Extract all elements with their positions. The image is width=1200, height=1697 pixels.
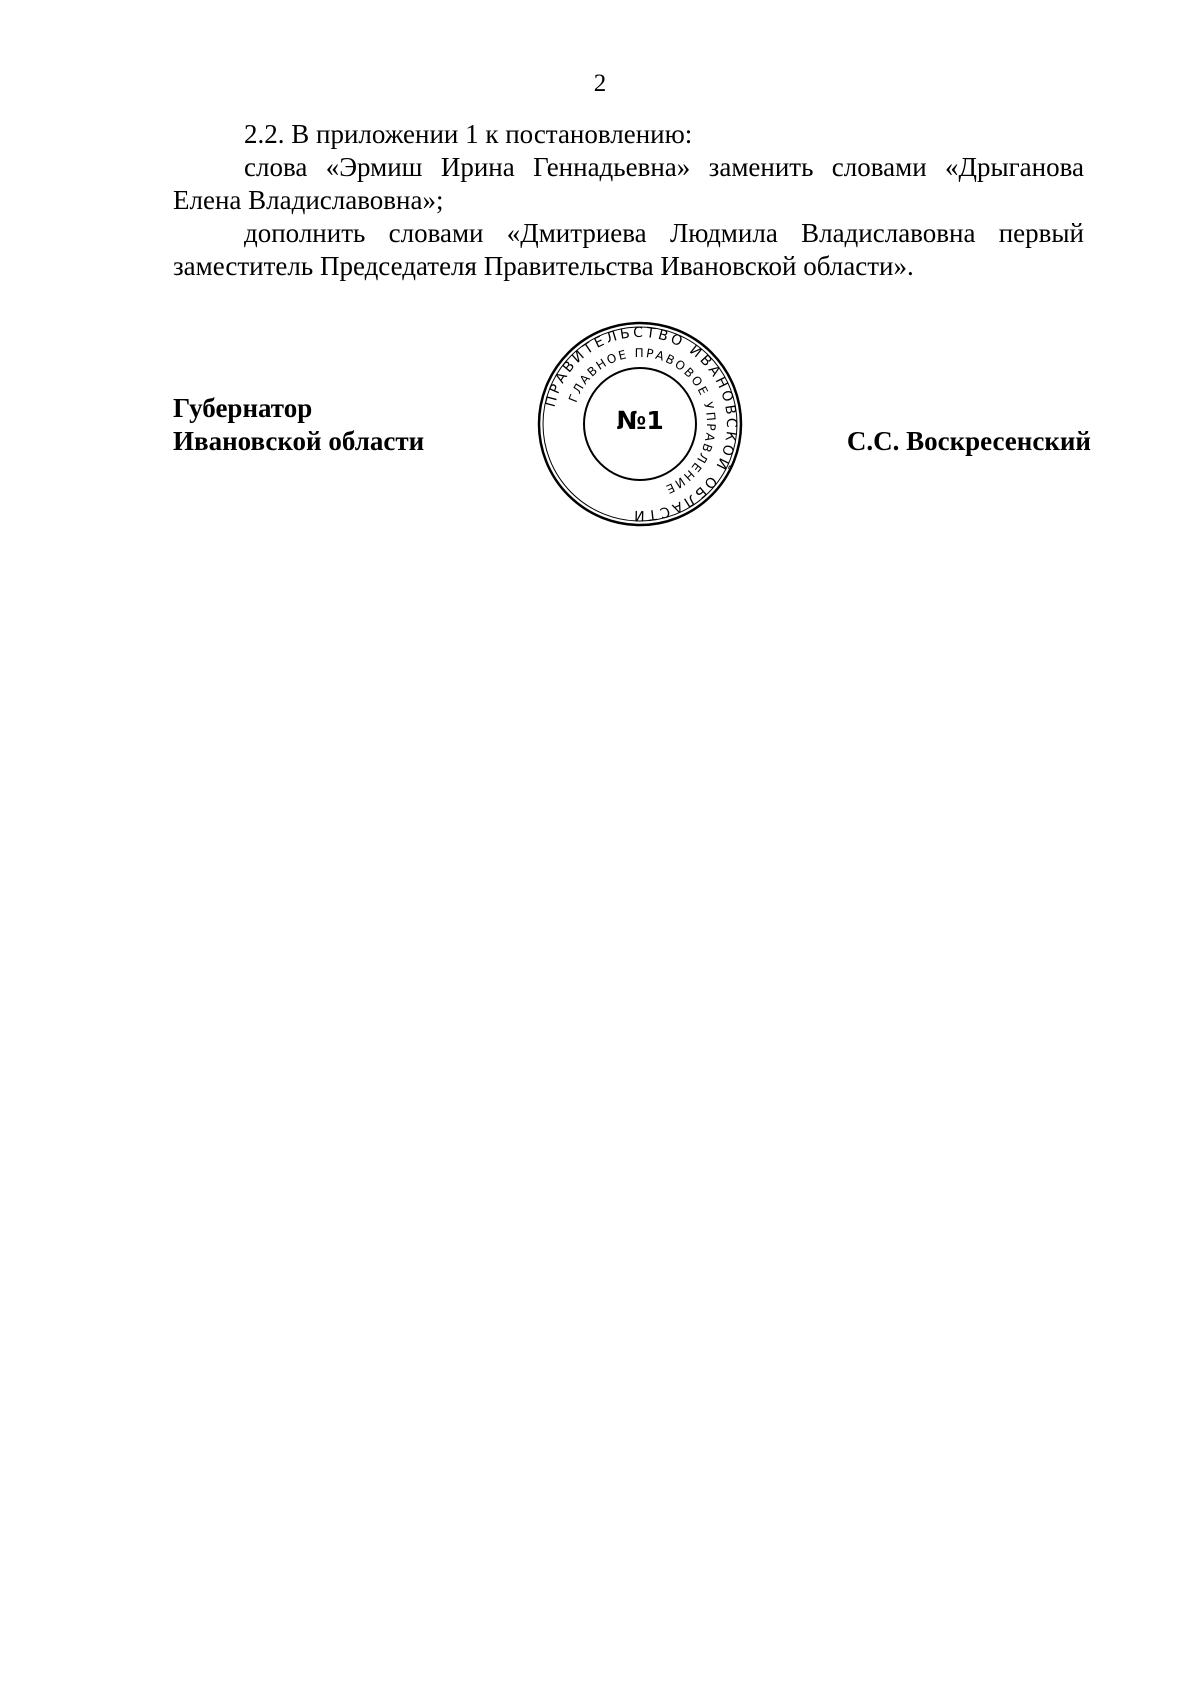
stamp-number: №1 — [616, 406, 664, 435]
document-body — [173, 118, 1084, 283]
paragraph-appendix-heading: 2.2. В приложении 1 к постановлению: — [244, 119, 693, 149]
paragraph-add-words: дополнить словами «Дмитриева Людмила Владиславовна первый заместитель Председателя Правительства Ивановской области». — [173, 218, 1084, 281]
signatory-position — [173, 392, 424, 458]
signatory-name: С.С. Воскресенский — [846, 426, 1091, 456]
page-number: 2 — [593, 70, 607, 97]
position-line-2: Ивановской области — [173, 426, 425, 456]
stamp-inner-text: ГЛАВНОЕ ПРАВОВОЕ УПРАВЛЕНИЕ — [565, 345, 719, 497]
official-stamp — [534, 318, 746, 530]
stamp-outer-text: ПРАВИТЕЛЬСТВО ИВАНОВСКОЙ ОБЛАСТИ — [542, 324, 740, 524]
paragraph-replace-words: слова «Эрмиш Ирина Геннадьевна» заменить словами «Дрыганова Елена Владиславовна»; — [173, 152, 1084, 215]
position-line-1: Губернатор — [173, 393, 313, 423]
